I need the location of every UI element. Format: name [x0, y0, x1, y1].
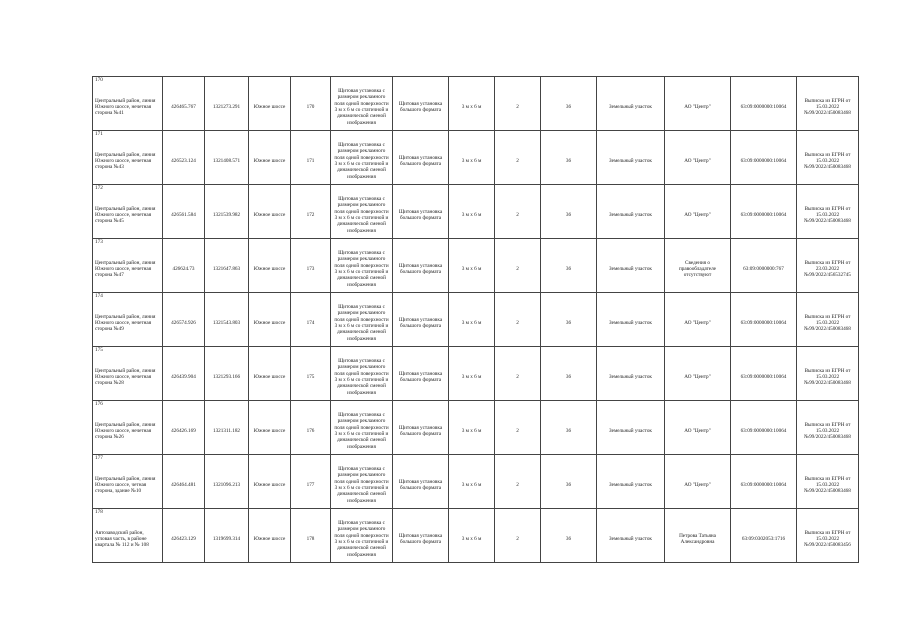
row-number-spacer	[541, 131, 597, 139]
row-number-spacer	[731, 185, 797, 193]
cell-cadastral: 63:09:0000000:10064	[731, 138, 797, 185]
row-number-spacer	[797, 185, 859, 193]
cell-land: Земельный участок	[597, 354, 665, 401]
cell-size: 3 м х 6 м	[449, 516, 495, 563]
row-number-spacer	[449, 293, 495, 301]
row-number-spacer	[393, 77, 449, 85]
cell-x: 426423.129	[163, 516, 205, 563]
cell-type: Щитовая установка с размером рекламного поля одной поверхности 3 м х 6 м со статичной и динамической сменой изображения	[331, 354, 393, 401]
row-number-spacer	[797, 347, 859, 355]
cell-y: 1321096.213	[205, 462, 249, 509]
row-number-spacer	[393, 347, 449, 355]
cell-sides: 2	[495, 516, 541, 563]
row-number-spacer	[495, 131, 541, 139]
cell-sides: 2	[495, 192, 541, 239]
cell-owner: Сведения о правообладателе отсутствуют	[665, 246, 731, 293]
row-number-spacer	[597, 293, 665, 301]
row-number-spacer	[393, 455, 449, 463]
cell-land: Земельный участок	[597, 408, 665, 455]
row-number-spacer	[393, 401, 449, 409]
cell-category: Щитовая установка большого формата	[393, 84, 449, 131]
cell-permit: Выписка из ЕГРН от 15.03.2022 №99/2022/450083468	[797, 354, 859, 401]
row-number-spacer	[797, 77, 859, 85]
row-number-spacer	[597, 239, 665, 247]
cell-address: Центральный район, линия Южного шоссе, нечетная сторона №49	[93, 300, 163, 347]
table-row	[93, 354, 859, 401]
cell-y: 1321408.571	[205, 138, 249, 185]
cell-street: Южное шоссе	[249, 516, 291, 563]
cell-cadastral: 63:09:0000000:10064	[731, 408, 797, 455]
row-number-spacer	[205, 239, 249, 247]
cell-y: 1321273.291	[205, 84, 249, 131]
cell-street: Южное шоссе	[249, 138, 291, 185]
row-number-spacer	[249, 131, 291, 139]
row-number-spacer	[163, 293, 205, 301]
row-number-spacer	[731, 401, 797, 409]
cell-category: Щитовая установка большого формата	[393, 192, 449, 239]
row-number-spacer	[331, 185, 393, 193]
cell-owner: Петрова Татьяна Александровна	[665, 516, 731, 563]
cell-category: Щитовая установка большого формата	[393, 246, 449, 293]
cell-area: 36	[541, 84, 597, 131]
row-number-spacer	[291, 509, 331, 517]
cell-sides: 2	[495, 462, 541, 509]
cell-area: 36	[541, 138, 597, 185]
row-number-spacer	[665, 239, 731, 247]
cell-owner: АО "Центр"	[665, 300, 731, 347]
row-number-spacer	[291, 185, 331, 193]
row-number-spacer	[541, 401, 597, 409]
cell-cadastral: 63:09:0000000:10064	[731, 84, 797, 131]
cell-size: 3 м х 6 м	[449, 84, 495, 131]
row-number-spacer	[597, 347, 665, 355]
row-number-spacer	[249, 509, 291, 517]
row-number-spacer	[495, 509, 541, 517]
cell-x: 426574.926	[163, 300, 205, 347]
table-row	[93, 246, 859, 293]
row-number-spacer	[163, 77, 205, 85]
cell-sides: 2	[495, 246, 541, 293]
row-number: 177	[93, 455, 163, 463]
row-number-spacer	[541, 185, 597, 193]
cell-y: 1321539.982	[205, 192, 249, 239]
cell-x: 426523.124	[163, 138, 205, 185]
cell-owner: АО "Центр"	[665, 462, 731, 509]
row-number-spacer	[665, 293, 731, 301]
cell-type: Щитовая установка с размером рекламного поля одной поверхности 3 м х 6 м со статичной и динамической сменой изображения	[331, 84, 393, 131]
row-number-spacer	[249, 455, 291, 463]
row-number-spacer	[665, 455, 731, 463]
row-number-spacer	[291, 347, 331, 355]
cell-type: Щитовая установка с размером рекламного поля одной поверхности 3 м х 6 м со статичной и динамической сменой изображения	[331, 462, 393, 509]
row-number-spacer	[249, 185, 291, 193]
cell-area: 36	[541, 408, 597, 455]
cell-category: Щитовая установка большого формата	[393, 138, 449, 185]
row-number-spacer	[163, 401, 205, 409]
row-number-spacer	[249, 347, 291, 355]
cell-sides: 2	[495, 138, 541, 185]
cell-permit: Выписка из ЕГРН от 23.03.2022 №99/2022/456532745	[797, 246, 859, 293]
row-number-spacer	[541, 239, 597, 247]
cell-code: 171	[291, 138, 331, 185]
cell-size: 3 м х 6 м	[449, 354, 495, 401]
row-number-spacer	[597, 455, 665, 463]
row-number-spacer	[797, 455, 859, 463]
row-number-spacer	[731, 293, 797, 301]
row-number-spacer	[331, 347, 393, 355]
cell-code: 170	[291, 84, 331, 131]
row-number: 178	[93, 509, 163, 517]
cell-x: 426561.584	[163, 192, 205, 239]
row-number-spacer	[797, 239, 859, 247]
cell-cadastral: 63:09:0000000:10064	[731, 192, 797, 239]
cell-sides: 2	[495, 408, 541, 455]
row-number-spacer	[541, 509, 597, 517]
row-number-spacer	[495, 455, 541, 463]
cell-street: Южное шоссе	[249, 192, 291, 239]
row-number-spacer	[205, 185, 249, 193]
row-number-spacer	[597, 77, 665, 85]
cell-permit: Выписка из ЕГРН от 15.03.2022 №99/2022/450083468	[797, 300, 859, 347]
row-number-spacer	[205, 347, 249, 355]
row-number-spacer	[541, 347, 597, 355]
row-number-spacer	[291, 239, 331, 247]
row-number: 171	[93, 131, 163, 139]
row-number: 174	[93, 293, 163, 301]
cell-land: Земельный участок	[597, 462, 665, 509]
table-row-number	[93, 293, 859, 301]
row-number-spacer	[797, 293, 859, 301]
cell-area: 36	[541, 354, 597, 401]
row-number-spacer	[541, 293, 597, 301]
cell-address: Центральный район, линия Южного шоссе, нечетная сторона №41	[93, 84, 163, 131]
cell-land: Земельный участок	[597, 300, 665, 347]
cell-permit: Выписка из ЕГРН от 15.03.2022 №99/2022/450083468	[797, 408, 859, 455]
cell-land: Земельный участок	[597, 516, 665, 563]
cell-owner: АО "Центр"	[665, 192, 731, 239]
table-row	[93, 192, 859, 239]
row-number-spacer	[597, 185, 665, 193]
cell-cadastral: 63:09:0000000:10064	[731, 462, 797, 509]
cell-sides: 2	[495, 84, 541, 131]
cell-sides: 2	[495, 354, 541, 401]
row-number-spacer	[331, 131, 393, 139]
row-number-spacer	[495, 185, 541, 193]
cell-x: 426464.481	[163, 462, 205, 509]
cell-code: 177	[291, 462, 331, 509]
cell-size: 3 м х 6 м	[449, 408, 495, 455]
row-number-spacer	[665, 185, 731, 193]
cell-owner: АО "Центр"	[665, 354, 731, 401]
table-row-number	[93, 509, 859, 517]
cell-owner: АО "Центр"	[665, 408, 731, 455]
table-row	[93, 408, 859, 455]
cell-size: 3 м х 6 м	[449, 138, 495, 185]
cell-permit: Выписка из ЕГРН от 15.03.2022 №99/2022/450083468	[797, 192, 859, 239]
row-number-spacer	[331, 509, 393, 517]
cell-address: Центральный район, линия Южного шоссе, нечетная сторона №47	[93, 246, 163, 293]
cell-land: Земельный участок	[597, 138, 665, 185]
cell-size: 3 м х 6 м	[449, 246, 495, 293]
cell-area: 36	[541, 246, 597, 293]
cell-sides: 2	[495, 300, 541, 347]
cell-land: Земельный участок	[597, 84, 665, 131]
row-number: 175	[93, 347, 163, 355]
cell-street: Южное шоссе	[249, 300, 291, 347]
cell-type: Щитовая установка с размером рекламного поля одной поверхности 3 м х 6 м со статичной и динамической сменой изображения	[331, 516, 393, 563]
cell-y: 1319699.314	[205, 516, 249, 563]
row-number: 173	[93, 239, 163, 247]
row-number-spacer	[665, 131, 731, 139]
cell-size: 3 м х 6 м	[449, 300, 495, 347]
cell-owner: АО "Центр"	[665, 84, 731, 131]
cell-x: 426465.767	[163, 84, 205, 131]
cell-cadastral: 63:09:0302053:1716	[731, 516, 797, 563]
table-row	[93, 138, 859, 185]
row-number-spacer	[665, 509, 731, 517]
cell-code: 173	[291, 246, 331, 293]
row-number-spacer	[665, 347, 731, 355]
table-row	[93, 516, 859, 563]
row-number-spacer	[205, 401, 249, 409]
row-number-spacer	[495, 77, 541, 85]
cell-category: Щитовая установка большого формата	[393, 300, 449, 347]
cell-permit: Выписка из ЕГРН от 15.03.2022 №99/2022/450083468	[797, 138, 859, 185]
cell-land: Земельный участок	[597, 192, 665, 239]
row-number-spacer	[597, 401, 665, 409]
row-number-spacer	[393, 509, 449, 517]
row-number-spacer	[449, 239, 495, 247]
row-number-spacer	[163, 509, 205, 517]
registry-table	[92, 76, 859, 563]
cell-address: Центральный район, линия Южного шоссе, нечетная сторона №26	[93, 408, 163, 455]
cell-owner: АО "Центр"	[665, 138, 731, 185]
row-number-spacer	[731, 239, 797, 247]
cell-address: Центральный район, линия Южного шоссе, четная сторона, здание №10	[93, 462, 163, 509]
row-number-spacer	[291, 401, 331, 409]
row-number: 170	[93, 77, 163, 85]
cell-category: Щитовая установка большого формата	[393, 462, 449, 509]
cell-code: 176	[291, 408, 331, 455]
cell-cadastral: 63:09:0000000:767	[731, 246, 797, 293]
table-row	[93, 462, 859, 509]
row-number-spacer	[249, 401, 291, 409]
cell-category: Щитовая установка большого формата	[393, 354, 449, 401]
row-number-spacer	[449, 185, 495, 193]
row-number-spacer	[449, 131, 495, 139]
cell-x: 426439.904	[163, 354, 205, 401]
cell-permit: Выписка из ЕГРН от 15.03.2022 №99/2022/450083468	[797, 462, 859, 509]
row-number-spacer	[163, 239, 205, 247]
cell-category: Щитовая установка большого формата	[393, 408, 449, 455]
row-number-spacer	[331, 401, 393, 409]
row-number-spacer	[495, 239, 541, 247]
row-number-spacer	[163, 131, 205, 139]
cell-code: 178	[291, 516, 331, 563]
row-number-spacer	[495, 347, 541, 355]
table-row-number	[93, 185, 859, 193]
cell-code: 174	[291, 300, 331, 347]
table-row-number	[93, 401, 859, 409]
cell-area: 36	[541, 300, 597, 347]
cell-address: Автозаводский район, угловая часть, в районе квартала № 112 и № 108	[93, 516, 163, 563]
cell-address: Центральный район, линия Южного шоссе, нечетная сторона №45	[93, 192, 163, 239]
row-number-spacer	[449, 77, 495, 85]
cell-y: 1321293.166	[205, 354, 249, 401]
row-number-spacer	[163, 185, 205, 193]
row-number-spacer	[291, 293, 331, 301]
cell-x: 426426.169	[163, 408, 205, 455]
cell-type: Щитовая установка с размером рекламного поля одной поверхности 3 м х 6 м со статичной и динамической сменой изображения	[331, 408, 393, 455]
row-number-spacer	[393, 131, 449, 139]
row-number-spacer	[205, 509, 249, 517]
cell-size: 3 м х 6 м	[449, 462, 495, 509]
row-number-spacer	[393, 239, 449, 247]
row-number-spacer	[597, 131, 665, 139]
cell-street: Южное шоссе	[249, 462, 291, 509]
row-number: 176	[93, 401, 163, 409]
row-number-spacer	[249, 293, 291, 301]
row-number-spacer	[495, 293, 541, 301]
row-number-spacer	[731, 131, 797, 139]
row-number-spacer	[665, 401, 731, 409]
cell-street: Южное шоссе	[249, 84, 291, 131]
row-number-spacer	[731, 509, 797, 517]
row-number-spacer	[205, 293, 249, 301]
table-row-number	[93, 239, 859, 247]
row-number-spacer	[449, 509, 495, 517]
row-number-spacer	[541, 77, 597, 85]
row-number-spacer	[393, 185, 449, 193]
row-number-spacer	[731, 455, 797, 463]
row-number-spacer	[449, 401, 495, 409]
cell-type: Щитовая установка с размером рекламного поля одной поверхности 3 м х 6 м со статичной и динамической сменой изображения	[331, 192, 393, 239]
cell-area: 36	[541, 516, 597, 563]
cell-type: Щитовая установка с размером рекламного поля одной поверхности 3 м х 6 м со статичной и динамической сменой изображения	[331, 246, 393, 293]
cell-area: 36	[541, 192, 597, 239]
row-number-spacer	[163, 347, 205, 355]
cell-street: Южное шоссе	[249, 408, 291, 455]
cell-type: Щитовая установка с размером рекламного поля одной поверхности 3 м х 6 м со статичной и динамической сменой изображения	[331, 138, 393, 185]
row-number-spacer	[731, 77, 797, 85]
cell-x: 426624.73	[163, 246, 205, 293]
cell-land: Земельный участок	[597, 246, 665, 293]
row-number-spacer	[541, 455, 597, 463]
cell-y: 1321543.803	[205, 300, 249, 347]
cell-y: 1321647.863	[205, 246, 249, 293]
table-row	[93, 300, 859, 347]
cell-category: Щитовая установка большого формата	[393, 516, 449, 563]
row-number-spacer	[449, 455, 495, 463]
row-number-spacer	[331, 239, 393, 247]
row-number-spacer	[291, 77, 331, 85]
table-row-number	[93, 77, 859, 85]
cell-y: 1321311.182	[205, 408, 249, 455]
row-number-spacer	[731, 347, 797, 355]
table-row-number	[93, 347, 859, 355]
table-row-number	[93, 455, 859, 463]
row-number-spacer	[249, 77, 291, 85]
row-number-spacer	[331, 293, 393, 301]
cell-size: 3 м х 6 м	[449, 192, 495, 239]
row-number-spacer	[331, 77, 393, 85]
row-number: 172	[93, 185, 163, 193]
row-number-spacer	[495, 401, 541, 409]
row-number-spacer	[291, 455, 331, 463]
cell-street: Южное шоссе	[249, 354, 291, 401]
table-row	[93, 84, 859, 131]
row-number-spacer	[331, 455, 393, 463]
row-number-spacer	[665, 77, 731, 85]
row-number-spacer	[291, 131, 331, 139]
cell-address: Центральный район, линия Южного шоссе, нечетная сторона №43	[93, 138, 163, 185]
row-number-spacer	[797, 131, 859, 139]
cell-code: 172	[291, 192, 331, 239]
cell-area: 36	[541, 462, 597, 509]
row-number-spacer	[205, 455, 249, 463]
cell-code: 175	[291, 354, 331, 401]
cell-cadastral: 63:09:0000000:10064	[731, 354, 797, 401]
cell-address: Центральный район, линия Южного шоссе, нечетная сторона №28	[93, 354, 163, 401]
row-number-spacer	[205, 131, 249, 139]
row-number-spacer	[163, 455, 205, 463]
row-number-spacer	[393, 293, 449, 301]
cell-street: Южное шоссе	[249, 246, 291, 293]
cell-cadastral: 63:09:0000000:10064	[731, 300, 797, 347]
row-number-spacer	[449, 347, 495, 355]
cell-type: Щитовая установка с размером рекламного поля одной поверхности 3 м х 6 м со статичной и динамической сменой изображения	[331, 300, 393, 347]
row-number-spacer	[205, 77, 249, 85]
row-number-spacer	[597, 509, 665, 517]
row-number-spacer	[797, 509, 859, 517]
table-row-number	[93, 131, 859, 139]
cell-permit: Выписка из ЕГРН от 15.03.2022 №99/2022/450083456	[797, 516, 859, 563]
row-number-spacer	[249, 239, 291, 247]
row-number-spacer	[797, 401, 859, 409]
cell-permit: Выписка из ЕГРН от 15.03.2022 №99/2022/450083468	[797, 84, 859, 131]
